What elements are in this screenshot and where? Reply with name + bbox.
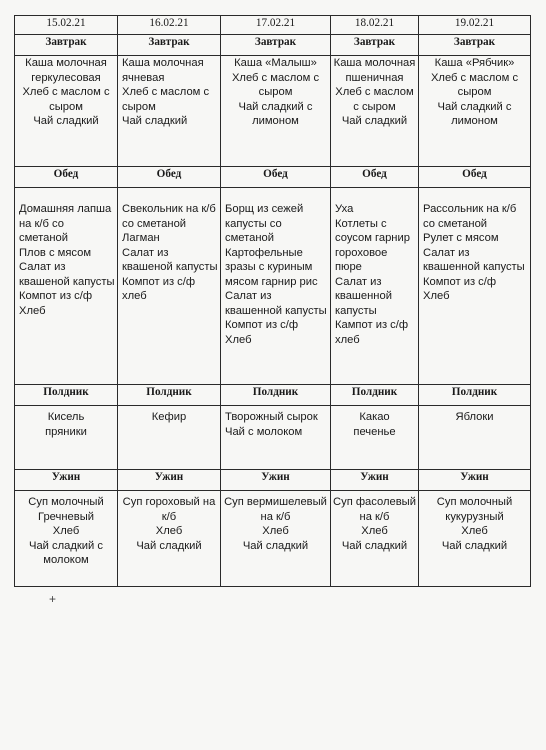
meal-header-dinner: Ужин [419, 470, 531, 491]
dish-item: Компот из с/ф [225, 319, 299, 331]
dish-cell [15, 406, 118, 470]
dish-cell [118, 56, 221, 167]
dish-cell [419, 491, 531, 587]
meal-header-dinner: Ужин [118, 470, 221, 491]
dish-item: Лагман [122, 232, 160, 244]
dish-item: Рулет с мясом [423, 232, 499, 244]
dish-item: Каша «Малыш» [234, 57, 317, 69]
dish-cell [331, 56, 419, 167]
meal-header-snack: Полдник [221, 385, 331, 406]
dish-item: пряники [45, 425, 87, 438]
date-row [15, 16, 531, 35]
snack-dishes-row [15, 406, 531, 470]
dish-cell [118, 188, 221, 385]
dish-item: Суп гороховый на к/б [122, 496, 216, 523]
dish-item: Хлеб с маслом с сыром [231, 71, 320, 98]
dish-item: Компот из с/ф [423, 275, 497, 288]
meal-header-dinner: Ужин [331, 470, 419, 491]
meal-header-breakfast: Завтрак [419, 35, 531, 56]
meal-header-row [15, 35, 531, 56]
meal-header-breakfast: Завтрак [118, 35, 221, 56]
dish-item: Гречневый [38, 510, 94, 523]
dish-item: Хлеб с маслом с сыром [335, 86, 414, 113]
dish-item: Салат из квашеной капусты [122, 246, 218, 273]
dish-cell [15, 56, 118, 167]
dish-item: Хлеб [361, 525, 388, 537]
dish-item: Чай с молоком [225, 425, 303, 438]
meal-header-breakfast: Завтрак [221, 35, 331, 56]
meal-header-lunch: Обед [118, 167, 221, 188]
dish-cell [221, 188, 331, 385]
meal-header-snack: Полдник [331, 385, 419, 406]
dish-cell [331, 491, 419, 587]
dish-cell [419, 56, 531, 167]
dish-item: Кампот из с/ф [335, 319, 409, 331]
dish-item: печенье [353, 425, 396, 438]
lunch-dishes-row [15, 188, 531, 385]
dish-item: Салат из квашеной капусты [19, 261, 115, 288]
dish-item: Чай сладкий [33, 115, 99, 127]
dish-item: Суп молочный кукурузный [436, 496, 513, 523]
dish-item: Суп фасолевый на к/б [333, 496, 416, 523]
date-cell: 19.02.21 [419, 16, 531, 35]
meal-header-row [15, 385, 531, 406]
dish-item: Свекольник на к/б со сметаной [122, 203, 216, 230]
meal-header-dinner: Ужин [15, 470, 118, 491]
dish-item: Компот из с/ф хлеб [122, 275, 196, 302]
dish-item: Каша «Рябчик» [434, 57, 515, 69]
weekly-menu-table [14, 15, 531, 587]
dish-item: Плов с мясом [19, 246, 92, 259]
date-cell: 15.02.21 [15, 16, 118, 35]
dish-cell [331, 406, 419, 470]
dish-item: Чай сладкий с лимоном [238, 100, 313, 127]
dish-item: Борщ из сежей капусты со сметаной [225, 203, 304, 244]
dish-cell [118, 406, 221, 470]
dish-item: Чай сладкий [122, 115, 188, 127]
dish-item: Каша молочная ячневая [122, 57, 204, 84]
dish-item: Хлеб с маслом с сыром [122, 86, 210, 113]
dish-item: Чай сладкий [441, 539, 508, 552]
date-cell: 16.02.21 [118, 16, 221, 35]
dish-item: Картофельные зразы с куриным мясом гарнир рис [225, 246, 318, 288]
dish-item: Котлеты с соусом гарнир гороховое пюре [335, 217, 410, 273]
meal-header-snack: Полдник [118, 385, 221, 406]
dish-item: Уха [335, 203, 354, 215]
dish-item: Чай сладкий [136, 539, 202, 552]
dish-item: Кисель [47, 411, 85, 423]
meal-header-lunch: Обед [419, 167, 531, 188]
meal-header-snack: Полдник [419, 385, 531, 406]
dish-item: Рассольник на к/б со сметаной [423, 203, 517, 230]
dish-item: Чай сладкий [341, 539, 408, 552]
dish-item: Хлеб [461, 525, 488, 537]
dish-cell [118, 491, 221, 587]
dish-item: Домашняя лапша на к/б со сметаной [19, 203, 112, 244]
dish-item: Хлеб [262, 525, 289, 537]
dish-item: Компот из с/ф [19, 290, 93, 302]
dish-cell [221, 56, 331, 167]
dish-item: Суп вермишелевый на к/б [224, 496, 327, 523]
dish-cell [15, 188, 118, 385]
dish-item: Яблоки [455, 411, 494, 423]
dish-cell [221, 491, 331, 587]
dish-item: Каша молочная пшеничная [333, 57, 416, 84]
date-cell: 18.02.21 [331, 16, 419, 35]
dish-item: Чай сладкий [341, 115, 408, 127]
meal-header-breakfast: Завтрак [331, 35, 419, 56]
dinner-dishes-row [15, 491, 531, 587]
dish-item: Творожный сырок [225, 411, 318, 423]
meal-header-snack: Полдник [15, 385, 118, 406]
meal-header-row [15, 470, 531, 491]
breakfast-dishes-row [15, 56, 531, 167]
dish-item: Хлеб [423, 290, 450, 302]
dish-item: Суп молочный [28, 496, 104, 508]
dish-item: хлеб [335, 333, 360, 346]
dish-item: Какао [359, 411, 390, 423]
dish-item: Кефир [151, 411, 187, 423]
dish-cell [15, 491, 118, 587]
dish-item: Хлеб с маслом с сыром [430, 71, 519, 98]
dish-item: Каша молочная геркулесовая [25, 57, 107, 84]
dish-item: Салат из квашенной капусты [423, 246, 525, 273]
dish-item: Хлеб [225, 333, 252, 346]
dish-cell [419, 406, 531, 470]
dish-item: Хлеб [52, 525, 80, 537]
plus-mark: + [49, 592, 57, 606]
meal-header-lunch: Обед [15, 167, 118, 188]
dish-cell [221, 406, 331, 470]
dish-item: Чай сладкий с лимоном [437, 100, 512, 127]
meal-header-dinner: Ужин [221, 470, 331, 491]
date-cell: 17.02.21 [221, 16, 331, 35]
dish-item: Хлеб [155, 525, 183, 537]
meal-header-row [15, 167, 531, 188]
meal-header-lunch: Обед [221, 167, 331, 188]
dish-item: Чай сладкий [242, 539, 309, 552]
meal-header-breakfast: Завтрак [15, 35, 118, 56]
meal-header-lunch: Обед [331, 167, 419, 188]
dish-item: Салат из квашенной капусты [335, 275, 392, 317]
dish-item: Чай сладкий с молоком [28, 539, 103, 566]
dish-cell [419, 188, 531, 385]
dish-item: Хлеб [19, 304, 46, 317]
dish-item: Хлеб с маслом с сыром [22, 86, 110, 113]
dish-item: Салат из квашенной капусты [225, 290, 327, 317]
dish-cell [331, 188, 419, 385]
